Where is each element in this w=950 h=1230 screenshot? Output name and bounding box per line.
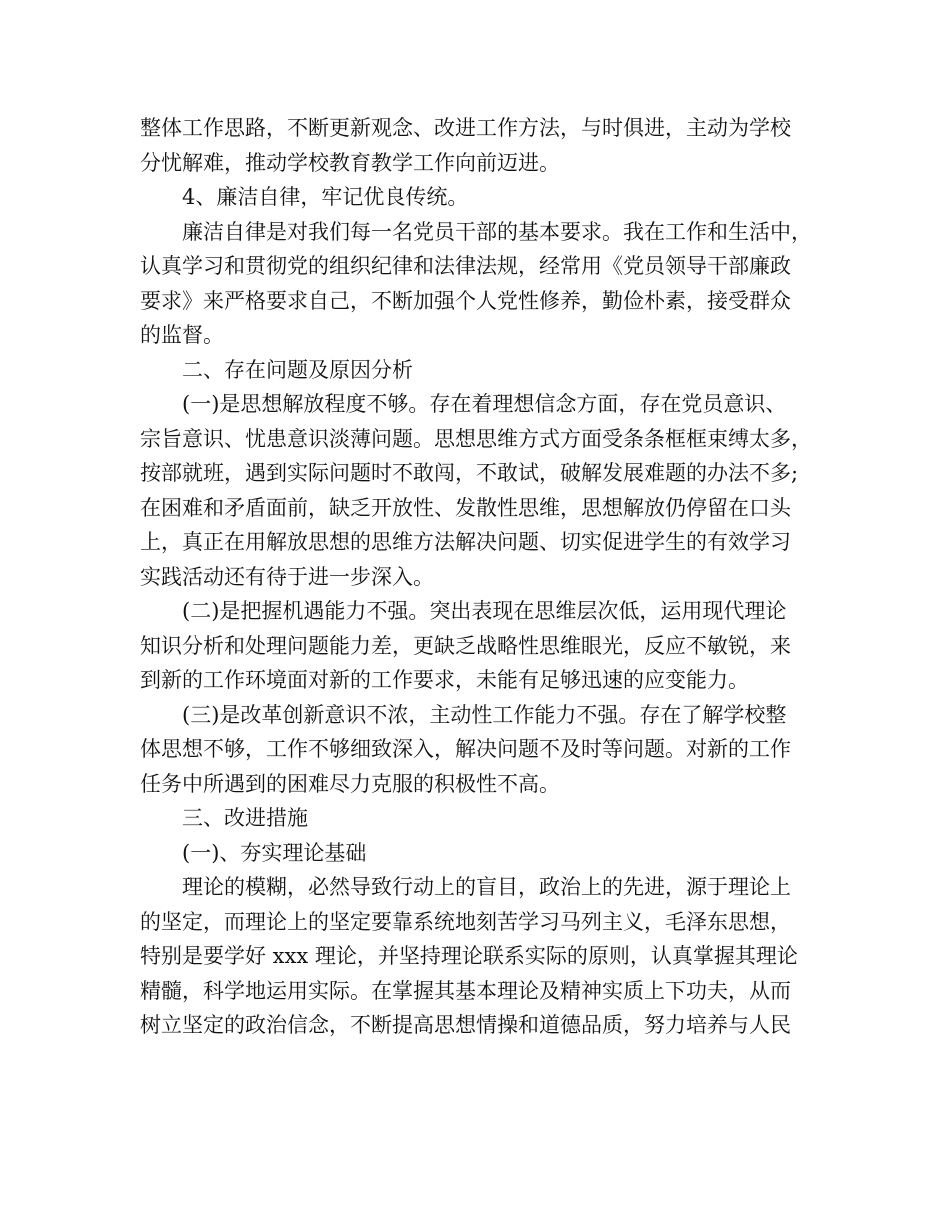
- text-line: 特别是要学好 xxx 理论，并坚持理论联系实际的原则，认真掌握其理论: [140, 944, 798, 968]
- text-line: 精髓，科学地运用实际。在掌握其基本理论及精神实质上下功夫，从而: [140, 978, 791, 1003]
- text-line: 理论的模糊，必然导致行动上的盲目，政治上的先进，源于理论上: [140, 875, 791, 899]
- section-heading: 三、改进措施: [140, 806, 308, 830]
- text-line: 任务中所遇到的困难尽力克服的积极性不高。: [140, 771, 560, 796]
- subsection-heading: (一)、夯实理论基础: [140, 840, 367, 865]
- text-line: 体思想不够，工作不够细致深入，解决问题不及时等问题。对新的工作: [140, 737, 791, 761]
- text-line: 要求》来严格要求自己，不断加强个人党性修养，勤俭朴素，接受群众: [140, 288, 791, 313]
- text-line: 树立坚定的政治信念，不断提高思想情操和道德品质，努力培养与人民: [140, 1013, 791, 1037]
- text-line: 认真学习和贯彻党的组织纪律和法律法规，经常用《党员领导干部廉政: [140, 254, 791, 278]
- list-item-heading: 4、廉洁自律，牢记优良传统。: [140, 185, 469, 209]
- text-line: 宗旨意识、忧患意识淡薄问题。思想思维方式方面受条条框框束缚太多，: [140, 426, 812, 451]
- text-line: 廉洁自律是对我们每一名党员干部的基本要求。我在工作和生活中，: [140, 219, 812, 244]
- text-line: 的监督。: [140, 323, 224, 347]
- text-line: 在困难和矛盾面前，缺乏开放性、发散性思维，思想解放仍停留在口头: [140, 495, 791, 520]
- text-line: (三)是改革创新意识不浓，主动性工作能力不强。存在了解学校整: [140, 702, 787, 727]
- text-line: 上，真正在用解放思想的思维方法解决问题、切实促进学生的有效学习: [140, 530, 791, 554]
- text-line: 的坚定，而理论上的坚定要靠系统地刻苦学习马列主义，毛泽东思想，: [140, 909, 791, 934]
- text-line: 分忧解难，推动学校教育教学工作向前迈进。: [140, 150, 560, 175]
- text-line: 到新的工作环境面对新的工作要求，未能有足够迅速的应变能力。: [140, 668, 749, 692]
- text-line: 实践活动还有待于进一步深入。: [140, 564, 434, 589]
- text-line: (二)是把握机遇能力不强。突出表现在思维层次低，运用现代理论: [140, 599, 787, 623]
- document-body: [140, 111, 830, 1043]
- text-line: (一)是思想解放程度不够。存在着理想信念方面，存在党员意识、: [140, 392, 787, 416]
- text-line: 整体工作思路，不断更新观念、改进工作方法，与时俱进，主动为学校: [140, 116, 791, 140]
- text-line: 按部就班，遇到实际问题时不敢闯，不敢试，破解发展难题的办法不多;: [140, 461, 799, 485]
- section-heading: 二、存在问题及原因分析: [140, 357, 413, 382]
- text-line: 知识分析和处理问题能力差，更缺乏战略性思维眼光，反应不敏锐，来: [140, 633, 791, 658]
